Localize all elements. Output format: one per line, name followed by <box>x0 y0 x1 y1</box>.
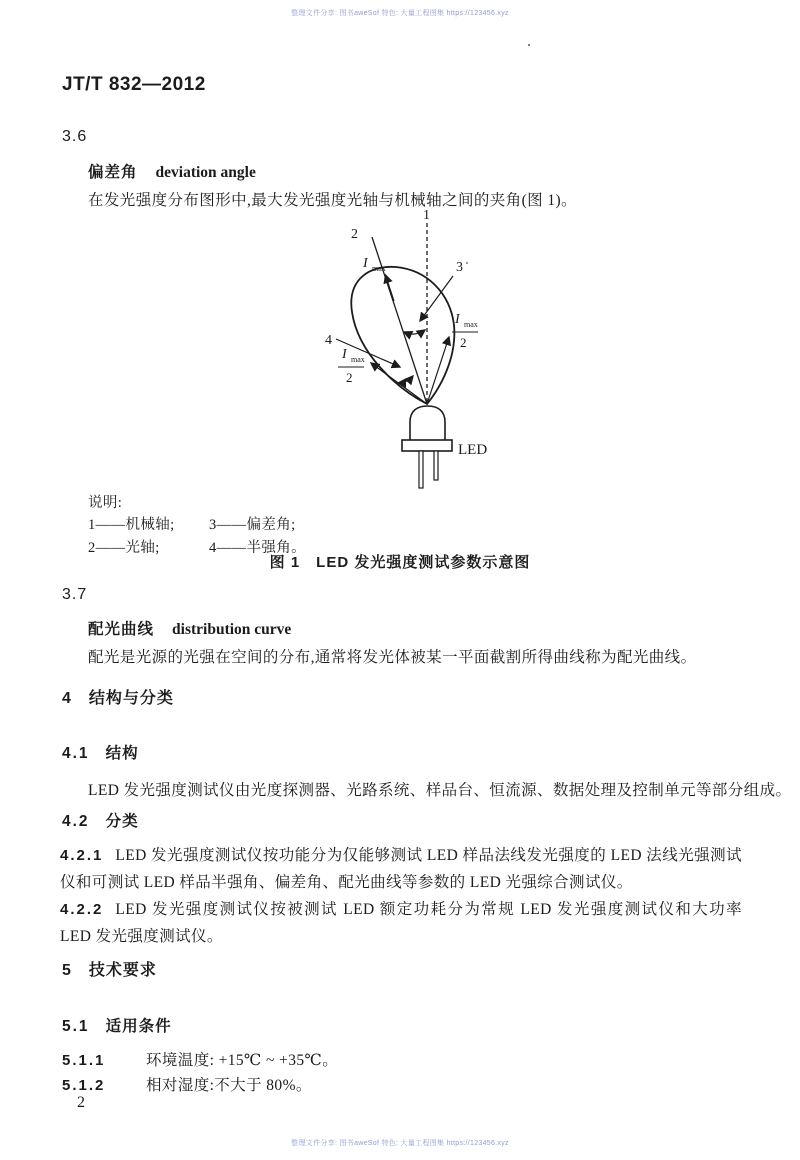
label-3-leader <box>420 276 453 321</box>
clause-4-2-1 <box>60 842 742 896</box>
legend-item-3: 3——偏差角; <box>209 517 296 533</box>
angle-3-label: 3 <box>456 260 463 275</box>
half-imax-left-denominator: 2 <box>346 370 353 385</box>
section-4-2-heading <box>62 809 139 831</box>
led-flange <box>402 440 452 451</box>
legend-item-4: 4——半强角。 <box>209 540 307 556</box>
section-title: 技术要求 <box>88 962 157 979</box>
clause-3-6-body: 在发光强度分布图形中,最大发光强度光轴与机械轴之间的夹角(图 1)。 <box>88 192 577 209</box>
imax-arrow <box>386 275 395 301</box>
half-imax-left-i: I <box>342 347 347 362</box>
clause-4-2-2 <box>60 896 742 950</box>
half-intensity-arrow-right <box>427 337 449 404</box>
led-leg-right <box>434 451 438 480</box>
clause-5-1-2 <box>62 1072 312 1099</box>
clause-body: LED 发光强度测试仪按被测试 LED 额定功耗分为常规 LED 发光强度测试仪和大功率 LED 发光强度测试仪。 <box>60 901 742 945</box>
clause-3-7-number: 3.7 <box>62 586 88 603</box>
half-imax-right-denominator: 2 <box>460 335 467 350</box>
section-4-1-heading <box>62 741 139 763</box>
led-leg-left <box>419 451 423 488</box>
legend-item-2: 2——光轴; <box>88 540 160 556</box>
half-imax-right-i: I <box>455 312 460 327</box>
half-imax-right-sub: max <box>464 320 478 329</box>
scan-speck <box>466 262 468 264</box>
term-cn: 偏差角 <box>88 164 138 181</box>
scan-speck <box>528 44 530 46</box>
clause-number: 4.2.2 <box>60 901 104 918</box>
term-en: distribution curve <box>172 621 292 638</box>
standard-number: JT/T 832—2012 <box>62 74 206 95</box>
term-distribution-curve <box>88 617 291 639</box>
optical-axis-line <box>372 237 427 404</box>
figure-1-caption: 图 1 LED 发光强度测试参数示意图 <box>269 554 531 571</box>
figure-1-diagram <box>280 205 560 495</box>
section-number: 5 <box>62 962 73 979</box>
axis-2-label: 2 <box>351 227 358 242</box>
top-watermark: 整理文件分享: 图书aweSof 特色: 大量工程图集 https://123456.xyz <box>291 10 509 17</box>
term-cn: 配光曲线 <box>88 621 155 638</box>
half-angle-arc <box>398 376 413 383</box>
led-label: LED <box>458 442 488 458</box>
clause-number: 5.1.1 <box>62 1052 106 1069</box>
legend-item-1: 1——机械轴; <box>88 517 175 533</box>
clause-3-7-body: 配光是光源的光强在空间的分布,通常将发光体被某一平面截割所得曲线称为配光曲线。 <box>88 649 697 666</box>
intensity-lobe-curve <box>351 267 454 404</box>
section-4-heading <box>62 685 174 708</box>
clause-number: 4.2.1 <box>60 847 104 864</box>
deviation-angle-arc <box>404 330 425 334</box>
angle-4-label: 4 <box>325 333 332 348</box>
clause-5-1-1 <box>62 1047 338 1074</box>
section-number: 5.1 <box>62 1018 90 1035</box>
imax-label-sub: max <box>372 264 386 273</box>
imax-label-i: I <box>363 256 368 271</box>
bottom-watermark: 整理文件分享: 图书aweSof 特色: 大量工程图集 https://123456.xyz <box>291 1140 509 1147</box>
clause-4-1-body: LED 发光强度测试仪由光度探测器、光路系统、样品台、恒流源、数据处理及控制单元等部分组成。 <box>88 782 792 799</box>
clause-number: 5.1.2 <box>62 1077 106 1094</box>
section-5-heading <box>62 957 157 980</box>
section-title: 结构与分类 <box>88 690 174 707</box>
section-number: 4 <box>62 690 73 707</box>
term-deviation-angle <box>88 160 256 182</box>
term-en: deviation angle <box>155 164 256 181</box>
section-number: 4.2 <box>62 813 90 830</box>
clause-body: 环境温度: +15℃ ~ +35℃。 <box>146 1052 339 1069</box>
section-title: 分类 <box>105 813 139 830</box>
clause-body: LED 发光强度测试仪按功能分为仅能够测试 LED 样品法线发光强度的 LED 法线光强测试仪和可测试 LED 样品半强角、偏差角、配光曲线等参数的 LED 光强综合测试仪。 <box>60 847 742 891</box>
led-dome <box>410 406 445 440</box>
section-5-1-heading <box>62 1014 172 1036</box>
section-number: 4.1 <box>62 745 90 762</box>
page-number: 2 <box>77 1094 85 1111</box>
clause-body: 相对湿度:不大于 80%。 <box>146 1077 312 1094</box>
clause-3-6-number: 3.6 <box>62 128 88 145</box>
section-title: 适用条件 <box>105 1018 172 1035</box>
half-imax-left-sub: max <box>351 355 365 364</box>
legend-title: 说明: <box>88 495 123 511</box>
section-title: 结构 <box>105 745 139 762</box>
axis-1-label: 1 <box>423 208 430 223</box>
